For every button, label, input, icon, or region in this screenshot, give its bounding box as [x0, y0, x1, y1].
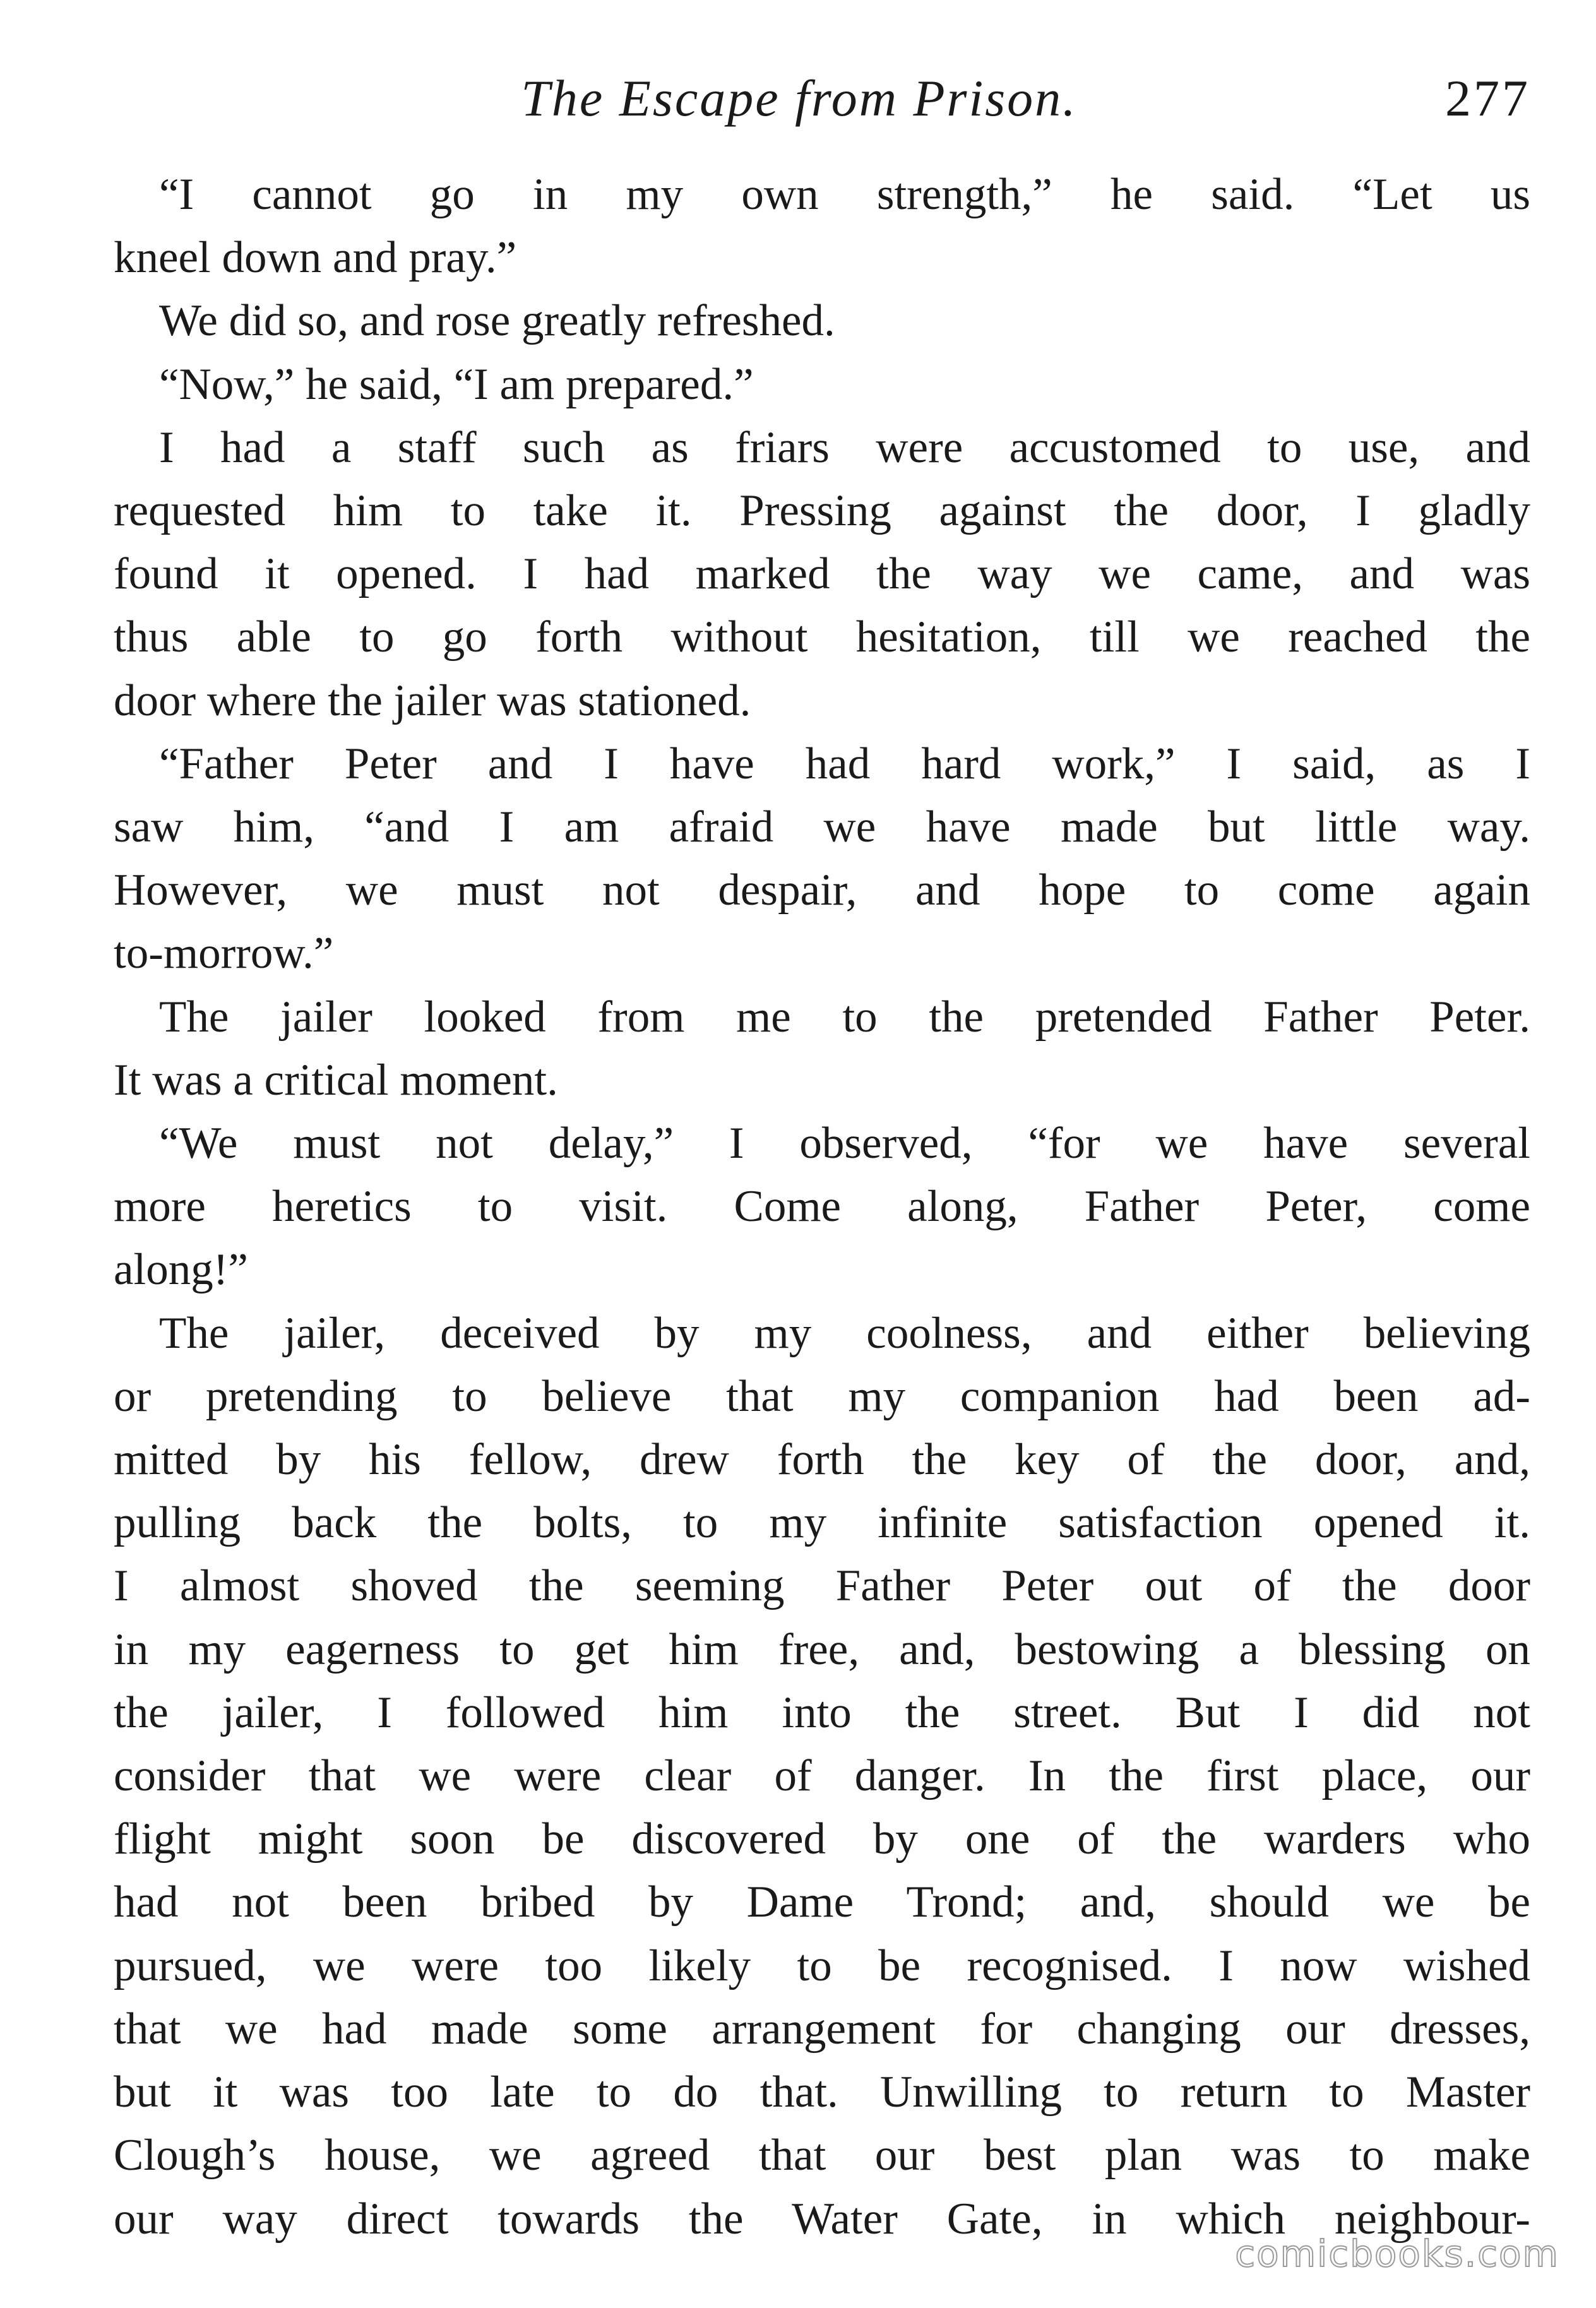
text-line: in my eagerness to get him free, and, bestowing a blessing on — [114, 1624, 1530, 1674]
running-head — [68, 61, 1530, 136]
paragraph — [68, 289, 1530, 352]
text-line: The jailer looked from me to the pretended Father Peter. — [159, 992, 1530, 1042]
text-line: “We must not delay,” I observed, “for we have several — [159, 1119, 1530, 1169]
text-line: requested him to take it. Pressing against the door, I gladly — [114, 486, 1530, 536]
text-line: door where the jailer was stationed. — [114, 675, 751, 725]
text-line: I had a staff such as friars were accustomed to use, and — [159, 422, 1530, 472]
paragraph — [68, 1302, 1530, 2251]
text-line: pursued, we were too likely to be recognised. I now wished — [114, 1941, 1530, 1990]
paragraph — [68, 416, 1530, 732]
text-line: thus able to go forth without hesitation, till we reached the — [114, 612, 1530, 662]
text-line: “I cannot go in my own strength,” he said. “Let us — [159, 170, 1530, 219]
watermark: comicbooks.com — [1235, 2232, 1559, 2275]
text-line: or pretending to believe that my companion had been ad- — [114, 1371, 1530, 1421]
paragraph — [68, 1112, 1530, 1302]
paragraph — [68, 163, 1530, 289]
text-line: found it opened. I had marked the way we came, and was — [114, 549, 1530, 599]
text-line: more heretics to visit. Come along, Father Peter, come — [114, 1182, 1530, 1232]
paragraph — [68, 985, 1530, 1112]
text-line: The jailer, deceived by my coolness, and either believing — [159, 1308, 1530, 1358]
text-line: flight might soon be discovered by one of the warders who — [114, 1814, 1530, 1864]
text-line: the jailer, I followed him into the street. But I did not — [114, 1687, 1530, 1737]
chapter-title: The Escape from Prison. — [521, 69, 1078, 127]
page-number: 277 — [1445, 69, 1530, 127]
text-line: kneel down and pray.” — [114, 233, 517, 283]
text-line: Clough’s house, we agreed that our best plan was to make — [114, 2131, 1530, 2180]
text-line: “Father Peter and I have had hard work,” I said, as I — [159, 739, 1530, 788]
text-line: I almost shoved the seeming Father Peter out of the door — [114, 1561, 1530, 1611]
text-line: mitted by his fellow, drew forth the key of the door, and, — [114, 1435, 1530, 1485]
text-line: pulling back the bolts, to my infinite satisfaction opened it. — [114, 1498, 1530, 1548]
paragraph — [68, 353, 1530, 416]
body-text — [68, 163, 1530, 2251]
text-line: our way direct towards the Water Gate, in which neighbour- — [114, 2194, 1530, 2244]
text-line: It was a critical moment. — [114, 1055, 558, 1105]
text-line: We did so, and rose greatly refreshed. — [159, 296, 835, 346]
text-line: to-morrow.” — [114, 929, 334, 979]
text-line: consider that we were clear of danger. In the first place, our — [114, 1751, 1530, 1801]
text-line: that we had made some arrangement for changing our dresses, — [114, 2004, 1530, 2054]
text-line: saw him, “and I am afraid we have made but little way. — [114, 802, 1530, 852]
paragraph — [68, 732, 1530, 985]
text-line: along!” — [114, 1245, 248, 1295]
text-line: “Now,” he said, “I am prepared.” — [159, 359, 754, 409]
text-line: but it was too late to do that. Unwilling to return to Master — [114, 2067, 1530, 2117]
text-line: However, we must not despair, and hope to come again — [114, 866, 1530, 915]
text-line: had not been bribed by Dame Trond; and, should we be — [114, 1877, 1530, 1927]
